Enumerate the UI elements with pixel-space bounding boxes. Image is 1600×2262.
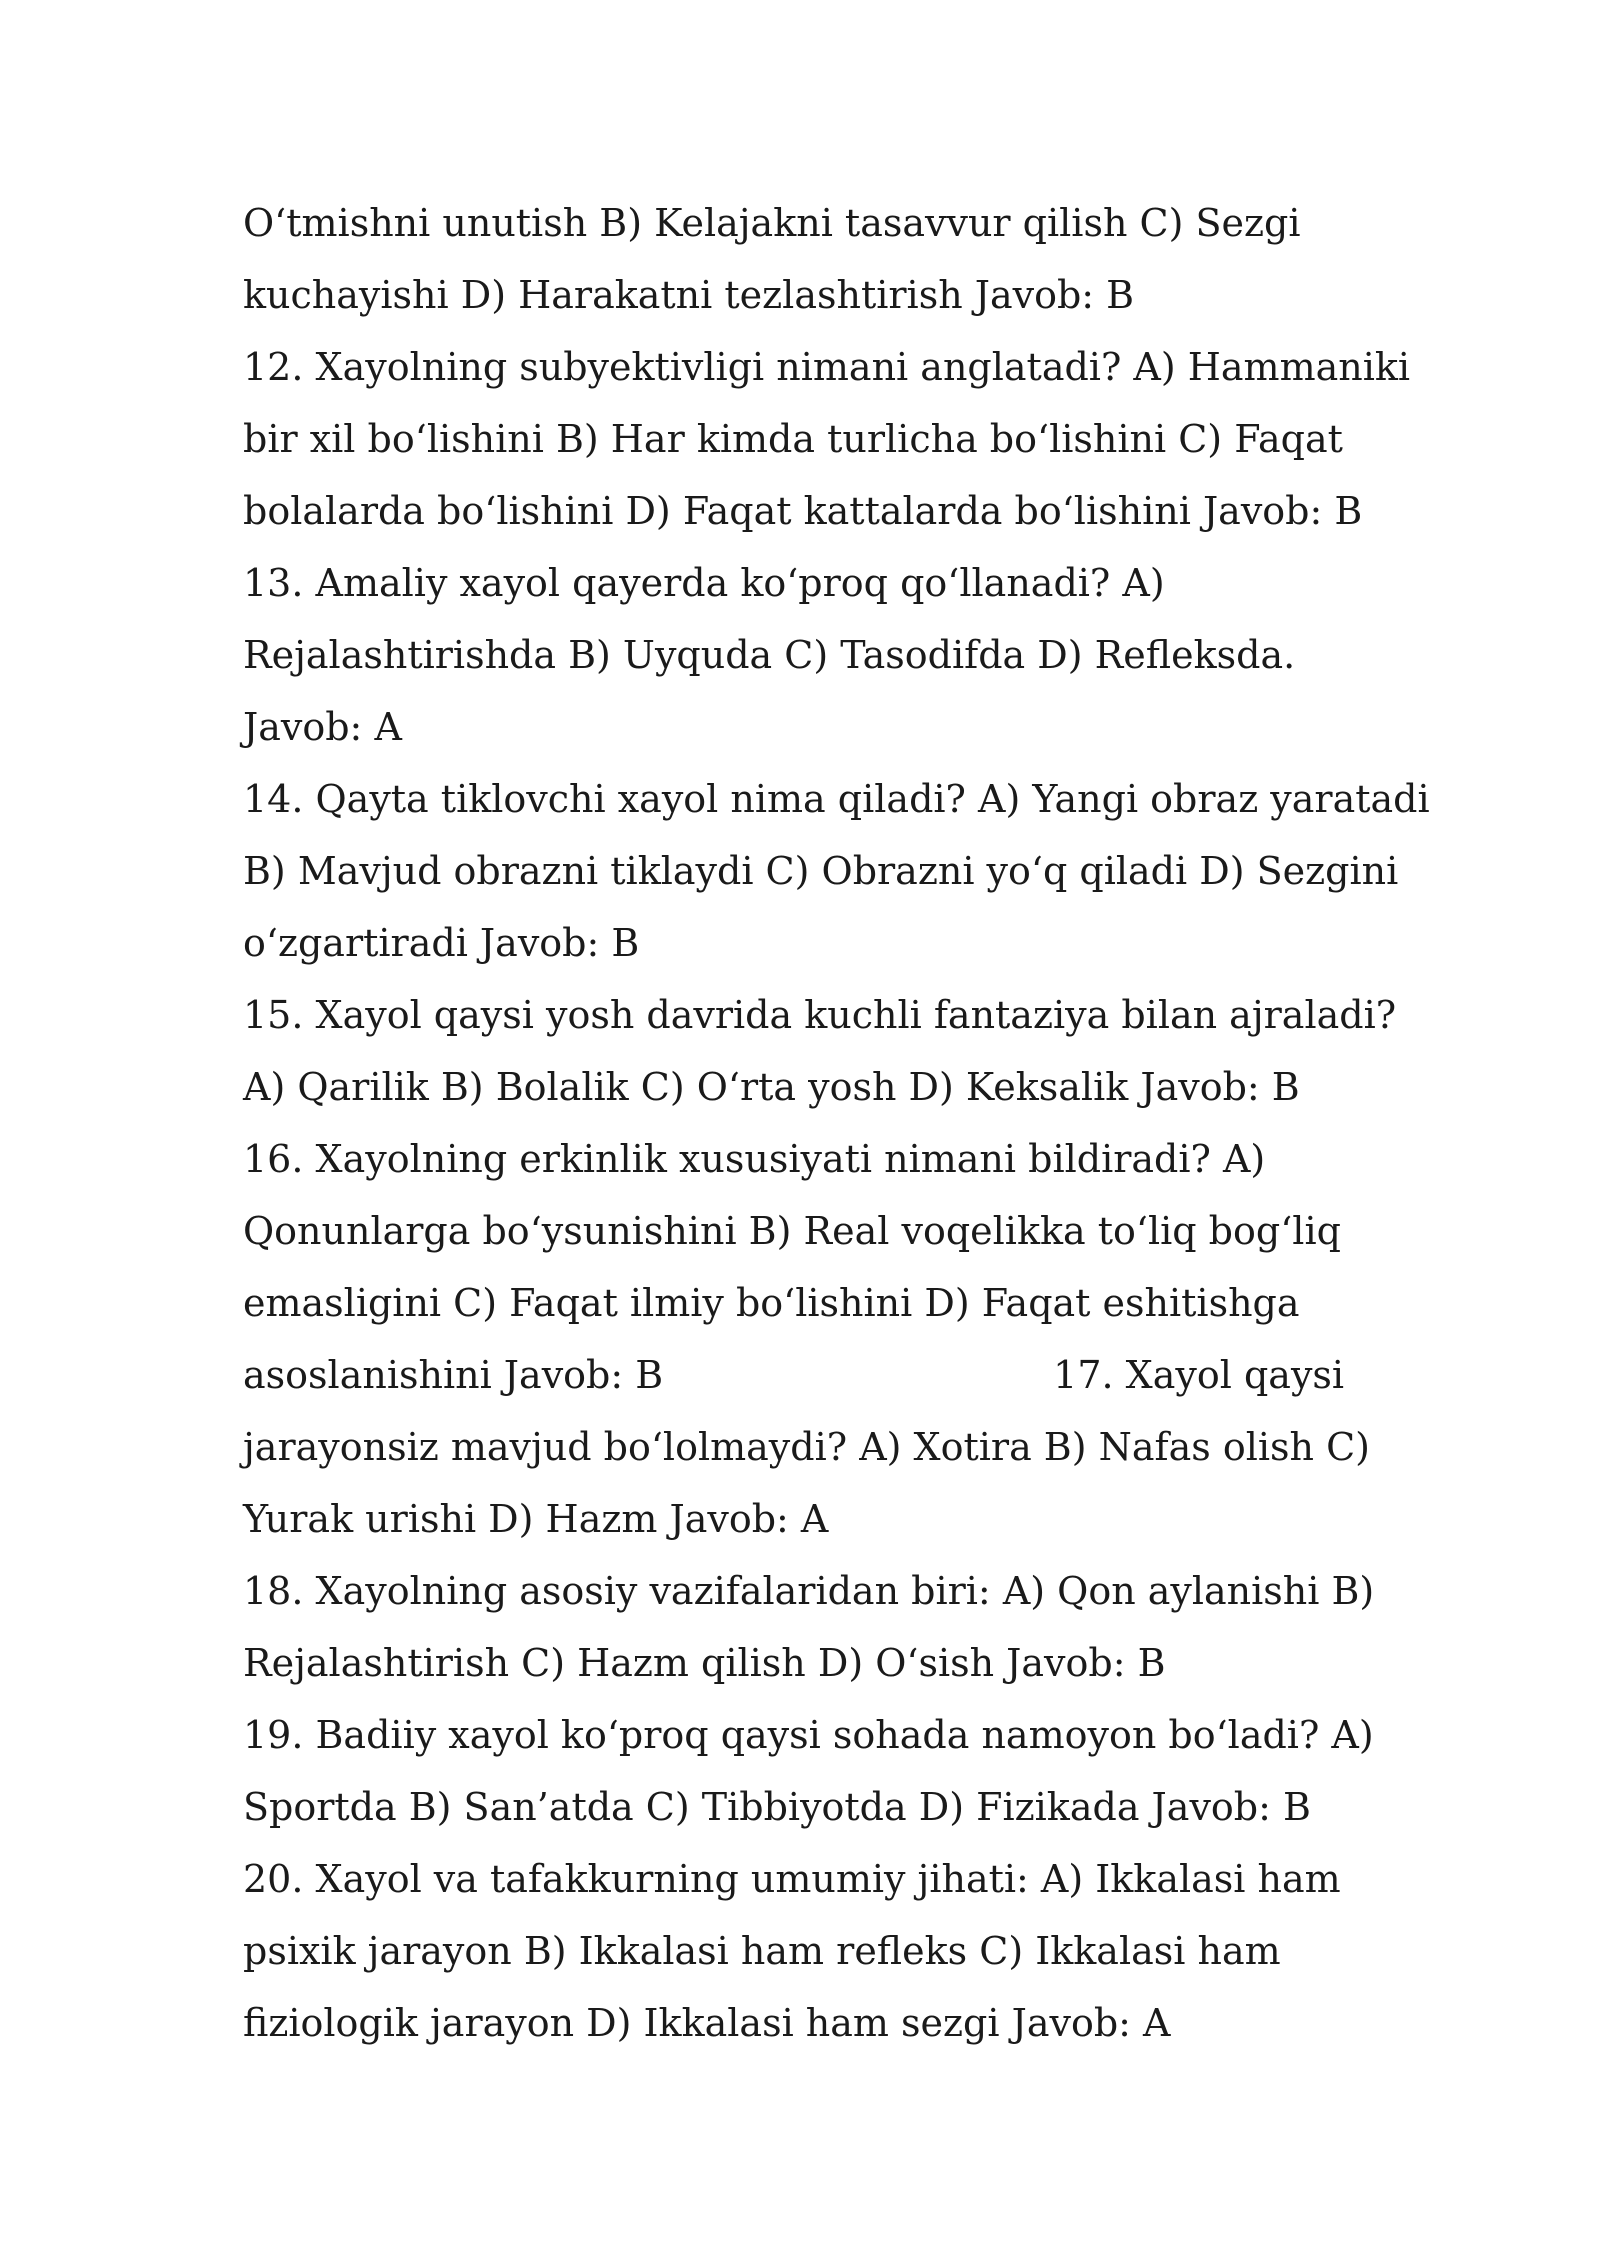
text-line: Sportda B) San’atda C) Tibbiyotda D) Fizikada Javob: B xyxy=(243,1785,1311,1829)
text-line: B) Mavjud obrazni tiklaydi C) Obrazni yo‘q qiladi D) Sezgini xyxy=(243,849,1399,893)
text-line: 15. Xayol qaysi yosh davrida kuchli fantaziya bilan ajraladi? xyxy=(243,993,1397,1037)
text-line: fiziologik jarayon D) Ikkalasi ham sezgi Javob: A xyxy=(243,2001,1171,2045)
split-line-left-text: asoslanishini Javob: B xyxy=(243,1353,664,1397)
text-line: Javob: A xyxy=(243,705,402,749)
text-line: psixik jarayon B) Ikkalasi ham refleks C) Ikkalasi ham xyxy=(243,1929,1281,1973)
text-line: Rejalashtirish C) Hazm qilish D) O‘sish Javob: B xyxy=(243,1641,1166,1685)
question-text-block xyxy=(243,187,1430,2059)
text-line: 13. Amaliy xayol qayerda ko‘proq qo‘llanadi? A) xyxy=(243,561,1165,605)
text-line: 20. Xayol va tafakkurning umumiy jihati: A) Ikkalasi ham xyxy=(243,1857,1341,1901)
text-line: Qonunlarga bo‘ysunishini B) Real voqelikka to‘liq bog‘liq xyxy=(243,1209,1341,1253)
text-line: Yurak urishi D) Hazm Javob: A xyxy=(243,1497,829,1541)
text-line: A) Qarilik B) Bolalik C) O‘rta yosh D) Keksalik Javob: B xyxy=(243,1065,1300,1109)
text-line: kuchayishi D) Harakatni tezlashtirish Javob: B xyxy=(243,273,1135,317)
split-line-right-text: 17. Xayol qaysi xyxy=(1053,1353,1345,1397)
text-line: o‘zgartiradi Javob: B xyxy=(243,921,640,965)
text-line: bir xil bo‘lishini B) Har kimda turlicha bo‘lishini C) Faqat xyxy=(243,417,1343,461)
text-line: jarayonsiz mavjud bo‘lolmaydi? A) Xotira B) Nafas olish C) xyxy=(243,1425,1370,1469)
text-line: 19. Badiiy xayol ko‘proq qaysi sohada namoyon bo‘ladi? A) xyxy=(243,1713,1374,1757)
text-line: 18. Xayolning asosiy vazifalaridan biri: A) Qon aylanishi B) xyxy=(243,1569,1375,1613)
text-line: O‘tmishni unutish B) Kelajakni tasavvur qilish C) Sezgi xyxy=(243,201,1301,245)
text-line: Rejalashtirishda B) Uyquda C) Tasodifda D) Refleksda. xyxy=(243,633,1296,677)
text-line: 16. Xayolning erkinlik xususiyati nimani bildiradi? A) xyxy=(243,1137,1266,1181)
text-line: 14. Qayta tiklovchi xayol nima qiladi? A) Yangi obraz yaratadi xyxy=(243,777,1430,821)
split-text-line xyxy=(243,1339,1373,1411)
text-line: 12. Xayolning subyektivligi nimani anglatadi? A) Hammaniki xyxy=(243,345,1411,389)
text-line: bolalarda bo‘lishini D) Faqat kattalarda bo‘lishini Javob: B xyxy=(243,489,1363,533)
text-line: emasligini C) Faqat ilmiy bo‘lishini D) Faqat eshitishga xyxy=(243,1281,1300,1325)
